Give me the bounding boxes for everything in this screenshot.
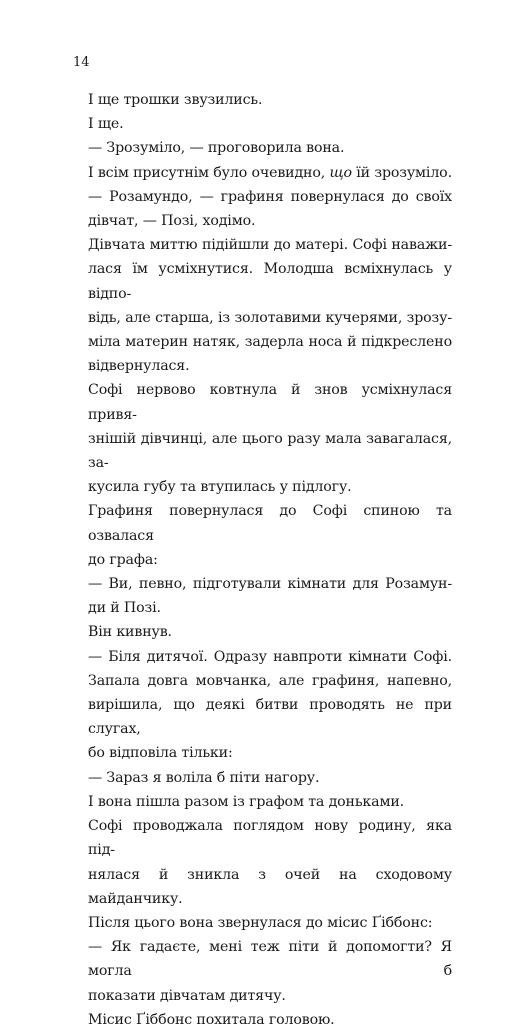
text-line: знішій дівчинці, але цього разу мала завагалася, за- (88, 430, 452, 472)
text-line: дівчат, — Позі, ходімо. (88, 213, 256, 230)
text-line: — Біля дитячої. Одразу навпроти кімнати Софі. (88, 648, 452, 665)
text-line (88, 161, 452, 185)
text-line: відвернулася. (88, 358, 190, 375)
text-line: вирішила, що деякі битви проводять не при слугах, (88, 697, 452, 738)
text-line: Запала довга мовчанка, але графиня, напевно, (88, 672, 452, 689)
text-line: до графа: (88, 551, 158, 568)
text-line: — Як гадаєте, мені теж піти й допомогти? Я могла б (88, 939, 452, 980)
text-line: Після цього вона звернулася до місис Ґіббонс: (88, 914, 433, 931)
text-line: нялася й зникла з очей на сходовому майданчику. (88, 866, 452, 907)
text-line: — Розамундо, — графиня повернулася до своїх (88, 188, 452, 205)
text-line: показати дівчатам дитячу. (88, 987, 286, 1004)
text-run: їй зрозуміло. (351, 164, 452, 181)
text-line: Софі нервово ковтнула й знов усміхнулася привя- (88, 382, 452, 423)
text-line: І ще. (88, 116, 124, 133)
text-line: Місис Ґіббонс похитала головою. (88, 1011, 335, 1028)
text-line: кусила губу та втупилась у підлогу. (88, 479, 352, 496)
text-line: — Ви, певно, підготували кімнати для Розамун- (88, 576, 452, 593)
emphasis-text: що (329, 164, 352, 181)
text-line: Софі проводжала поглядом нову родину, яка під- (88, 818, 452, 859)
text-line: — Зараз я воліла б піти нагору. (88, 769, 320, 786)
text-line: І вона пішла разом із графом та доньками. (88, 793, 404, 810)
text-line: І ще трошки звузились. (88, 92, 263, 108)
text-line: Дівчата миттю підійшли до матері. Софі наважи- (88, 237, 452, 254)
text-line: міла материн натяк, задерла носа й підкреслено (88, 334, 452, 351)
text-line: бо відповіла тільки: (88, 745, 233, 762)
text-line: Він кивнув. (88, 624, 172, 641)
text-line: відь, але старша, із золотавими кучерями, зрозу- (88, 309, 452, 326)
text-line: Графиня повернулася до Софі спиною та озвалася (88, 503, 452, 544)
text-line: — Зрозуміло, — проговорила вона. (88, 140, 345, 157)
page-number: 14 (73, 55, 90, 70)
text-line: ди й Позі. (88, 600, 161, 617)
text-line: лася їм усміхнутися. Молодша всміхнулась у відпо- (88, 261, 452, 302)
body-text (88, 88, 452, 1032)
text-run: І всім присутнім було очевидно, (88, 164, 330, 181)
